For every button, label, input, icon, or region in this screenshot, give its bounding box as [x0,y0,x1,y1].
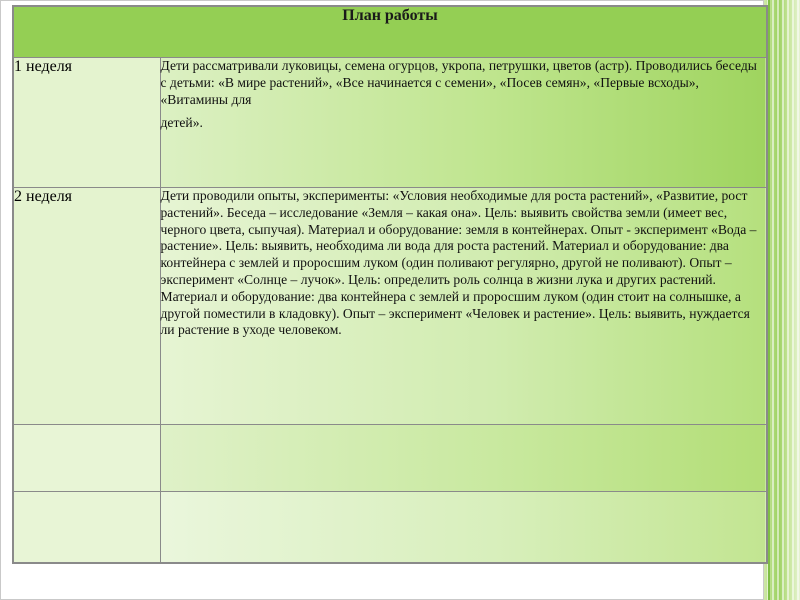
week-description [160,58,767,188]
description-paragraph: Дети рассматривали луковицы, семена огурцов, укропа, петрушки, цветов (астр). Проводились беседы с детьми: «В мире растений», «Все начинается с семени», «Посев семян», «Первые всходы», «Витамины для [160,58,757,107]
description-paragraph: детей». [160,115,203,131]
table-row [13,58,767,188]
description-paragraph: Дети проводили опыты, эксперименты: «Условия необходимые для роста растений», «Развитие, рост растений». Беседа – исследование «Земля – какая она». Цель: выявить свойства земли (имеет вес, черного цвета, сыпучая). Материал и оборудование: земля в контейнерах. Опыт - эксперимент «Вода – растение». Цель: выявить, необходима ли вода для роста растений. Материал и оборудование: два контейнера с землей и проросшим луком (один поливают регулярно, другой не поливают). Опыт – эксперимент «Солнце – лучок». Цель: определить роль солнца в жизни лука и других растений. Материал и оборудование: два контейнера с землей и проросшим луком (один стоит на солнышке, а другой поместили в кладовку). Опыт – эксперимент «Человек и растение». Цель: выявить, нуждается ли растение в уходе человеком. [160,188,757,338]
decorative-side-border [764,0,800,600]
empty-cell [13,425,160,492]
work-plan-table [12,5,768,564]
empty-cell [160,425,767,492]
week-label: 1 неделя [13,58,160,188]
week-description [160,188,767,425]
week-label: 2 неделя [13,188,160,425]
table-row [13,492,767,564]
table-row [13,425,767,492]
table-row [13,188,767,425]
table-title: План работы [13,6,767,58]
empty-cell [160,492,767,564]
empty-cell [13,492,160,564]
